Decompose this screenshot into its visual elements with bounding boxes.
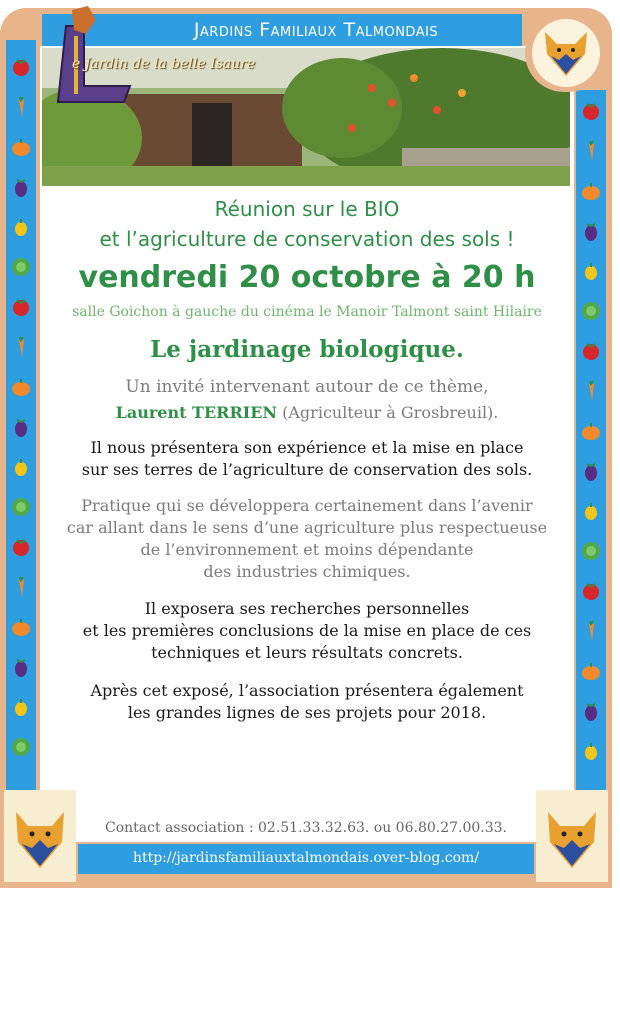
eggplant-icon (580, 700, 602, 722)
tomato-icon (10, 56, 32, 78)
cabbage-icon (580, 300, 602, 322)
fox-emblem-bottom-right (536, 790, 608, 882)
paragraph-2-line-4: des industries chimiques. (203, 562, 411, 581)
contact-info: Contact association : 02.51.33.32.63. ou 06.80.27.00.33. (104, 820, 507, 836)
event-place: salle Goichon à gauche du cinéma le Manoir Talmont saint Hilaire (72, 304, 542, 320)
paragraph-1-line-1: Il nous présentera son expérience et la mise en place (90, 438, 524, 457)
pepper-icon (580, 260, 602, 282)
paragraph-4-line-1: Après cet exposé, l’association présentera également (90, 681, 524, 700)
paragraph-1-line-2: sur ses terres de l’agriculture de conservation des sols. (81, 460, 533, 479)
paragraph-3-line-2: et les premières conclusions de la mise en place de ces (82, 621, 532, 640)
pumpkin-icon (580, 180, 602, 202)
fox-emblem-bottom-left (4, 790, 76, 882)
cabbage-icon (10, 736, 32, 758)
pepper-icon (580, 740, 602, 762)
carrot-icon (580, 140, 602, 162)
association-title: Jardins Familiaux Talmondais (193, 19, 439, 41)
fox-emblem-top-right (525, 14, 607, 92)
blog-url[interactable]: http://jardinsfamiliauxtalmondais.over-blog.com/ (132, 850, 480, 866)
eggplant-icon (10, 176, 32, 198)
subject-heading: Le jardinage biologique. (150, 336, 464, 363)
carrot-icon (10, 96, 32, 118)
tomato-icon (10, 296, 32, 318)
cabbage-icon (580, 540, 602, 562)
tomato-icon (580, 340, 602, 362)
guest-name: Laurent TERRIEN (115, 403, 278, 422)
paragraph-2-line-2: car allant dans le sens d’une agriculture plus respectueuse (66, 518, 548, 537)
carrot-icon (580, 380, 602, 402)
pepper-icon (10, 456, 32, 478)
guest-intro: Un invité intervenant autour de ce thème, (125, 377, 489, 397)
paragraph-3-line-3: techniques et leurs résultats concrets. (151, 643, 463, 662)
pumpkin-icon (10, 376, 32, 398)
guest-role: (Agriculteur à Grosbreuil). (277, 403, 499, 422)
pepper-icon (10, 216, 32, 238)
tomato-icon (580, 100, 602, 122)
pumpkin-icon (580, 420, 602, 442)
pumpkin-icon (10, 136, 32, 158)
paragraph-3-line-1: Il exposera ses recherches personnelles (144, 599, 470, 618)
carrot-icon (580, 620, 602, 642)
tomato-icon (10, 536, 32, 558)
pumpkin-icon (580, 660, 602, 682)
eggplant-icon (10, 416, 32, 438)
eggplant-icon (580, 460, 602, 482)
tomato-icon (580, 580, 602, 602)
headline-line-2: et l’agriculture de conservation des sols ! (99, 227, 515, 251)
eggplant-icon (10, 656, 32, 678)
pepper-icon (580, 500, 602, 522)
pumpkin-icon (10, 616, 32, 638)
paragraph-2-line-1: Pratique qui se développera certainement dans l’avenir (81, 496, 533, 515)
event-date: vendredi 20 octobre à 20 h (78, 260, 536, 295)
paragraph-4-line-2: les grandes lignes de ses projets pour 2018. (127, 703, 487, 722)
carrot-icon (10, 576, 32, 598)
eggplant-icon (580, 220, 602, 242)
cabbage-icon (10, 496, 32, 518)
carrot-icon (10, 336, 32, 358)
guest-line (40, 402, 574, 423)
pepper-icon (10, 696, 32, 718)
association-subtitle: e Jardin de la belle Isaure (72, 56, 256, 72)
cabbage-icon (10, 256, 32, 278)
paragraph-2-line-3: de l’environnement et moins dépendante (140, 540, 474, 559)
headline-line-1: Réunion sur le BIO (214, 197, 400, 221)
